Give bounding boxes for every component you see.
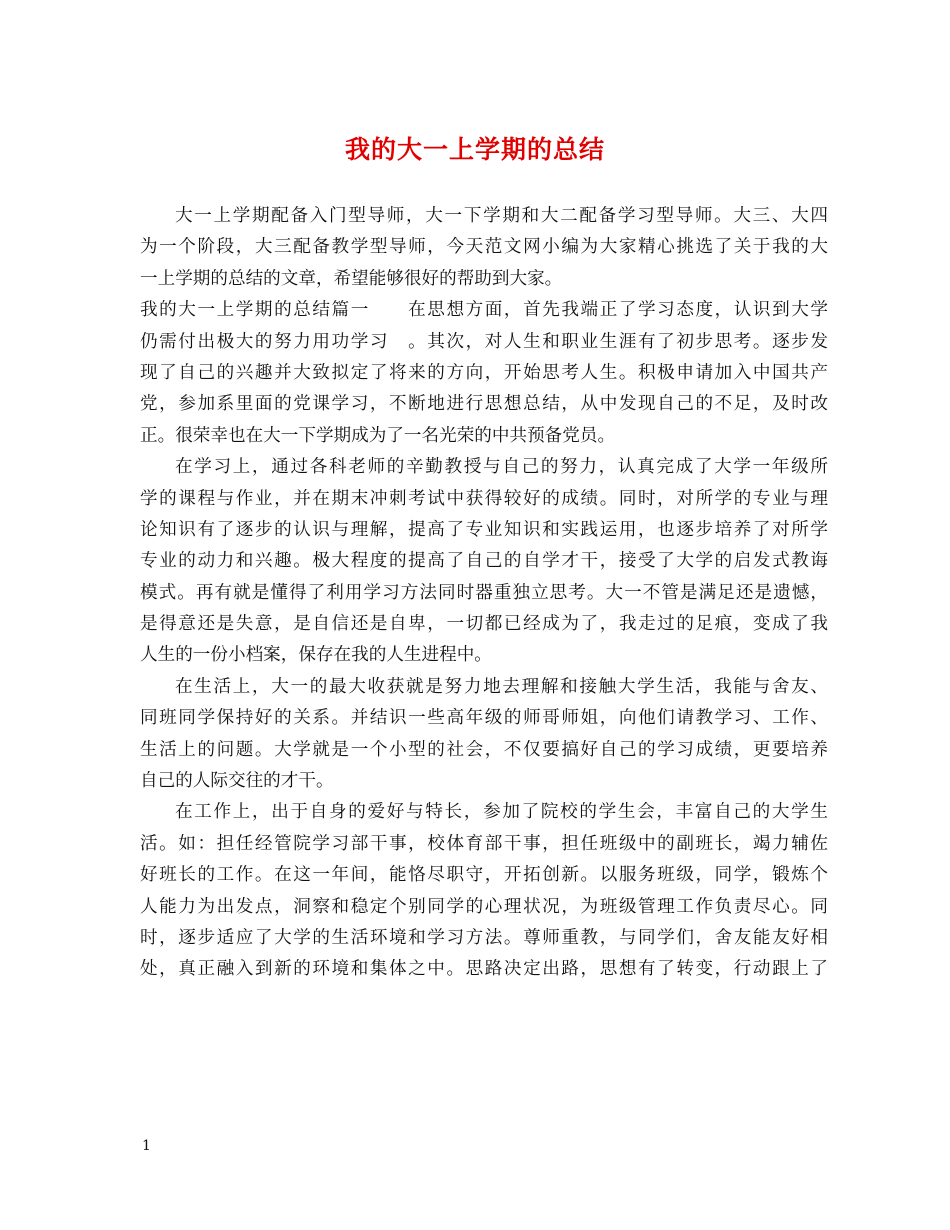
- body-line: 人生的一份小档案，保存在我的人生进程中。: [140, 645, 492, 666]
- page-number: 1: [142, 1138, 151, 1154]
- body-line: 为一个阶段，大三配备教学型导师，今天范文网小编为大家精心挑选了关于我的大: [140, 237, 828, 258]
- body-line: 人能力为出发点，洞察和稳定个别同学的心理状况，为班级管理工作负责尽心。同: [140, 896, 828, 917]
- body-line: 现了自己的兴趣并大致拟定了将来的方向，开始思考人生。积极申请加入中国共产: [140, 362, 828, 383]
- body-line: 时，逐步适应了大学的生活环境和学习方法。尊师重教，与同学们，舍友能友好相: [140, 927, 828, 948]
- body-line: 大一上学期配备入门型导师，大一下学期和大二配备学习型导师。大三、大四: [175, 206, 828, 226]
- body-line: 活。如：担任经管院学习部干事，校体育部干事，担任班级中的副班长，竭力辅佐: [140, 833, 828, 854]
- body-line: 论知识有了逐步的认识与理解，提高了专业知识和实践运用，也逐步培养了对所学: [140, 519, 828, 540]
- body-line: 是得意还是失意，是自信还是自卑，一切都已经成为了，我走过的足痕，变成了我: [140, 614, 828, 635]
- body-line: 好班长的工作。在这一年间，能恪尽职守，开拓创新。以服务班级，同学，锻炼个: [140, 865, 828, 886]
- body-line: 在生活上，大一的最大收获就是努力地去理解和接触大学生活，我能与舍友、: [175, 676, 828, 697]
- body-line: 在学习上，通过各科老师的辛勤教授与自己的努力，认真完成了大学一年级所: [175, 457, 828, 478]
- body-line: 学的课程与作业，并在期末冲刺考试中获得较好的成绩。同时，对所学的专业与理: [140, 488, 828, 509]
- document-title: 我的大一上学期的总结: [344, 135, 605, 164]
- body-line: 在工作上，出于自身的爱好与特长，参加了院校的学生会，丰富自己的大学生: [175, 802, 828, 823]
- document-body: [140, 201, 828, 986]
- body-line: 处，真正融入到新的环境和集体之中。思路决定出路，思想有了转变，行动跟上了: [140, 959, 828, 980]
- body-line: 一上学期的总结的文章，希望能够很好的帮助到大家。: [140, 268, 563, 289]
- body-line: 党，参加系里面的党课学习，不断地进行思想总结，从中发现自己的不足，及时改: [140, 394, 828, 415]
- body-line: 仍需付出极大的努力用功学习 。其次，对人生和职业生涯有了初步思考。逐步发: [140, 331, 828, 352]
- body-line: 正。很荣幸也在大一下学期成为了一名光荣的中共预备党员。: [140, 425, 616, 446]
- body-line: 专业的动力和兴趣。极大程度的提高了自己的自学才干，接受了大学的启发式教诲: [140, 551, 828, 572]
- body-line: 模式。再有就是懂得了利用学习方法同时器重独立思考。大一不管是满足还是遗憾，: [140, 582, 828, 603]
- body-line: 同班同学保持好的关系。并结识一些高年级的师哥师姐，向他们请教学习、工作、: [140, 708, 828, 729]
- body-line: 生活上的问题。大学就是一个小型的社会，不仅要搞好自己的学习成绩，更要培养: [140, 739, 828, 760]
- body-line: 我的大一上学期的总结篇一 在思想方面，首先我端正了学习态度，认识到大学: [140, 300, 828, 321]
- body-line: 自己的人际交往的才干。: [140, 771, 334, 792]
